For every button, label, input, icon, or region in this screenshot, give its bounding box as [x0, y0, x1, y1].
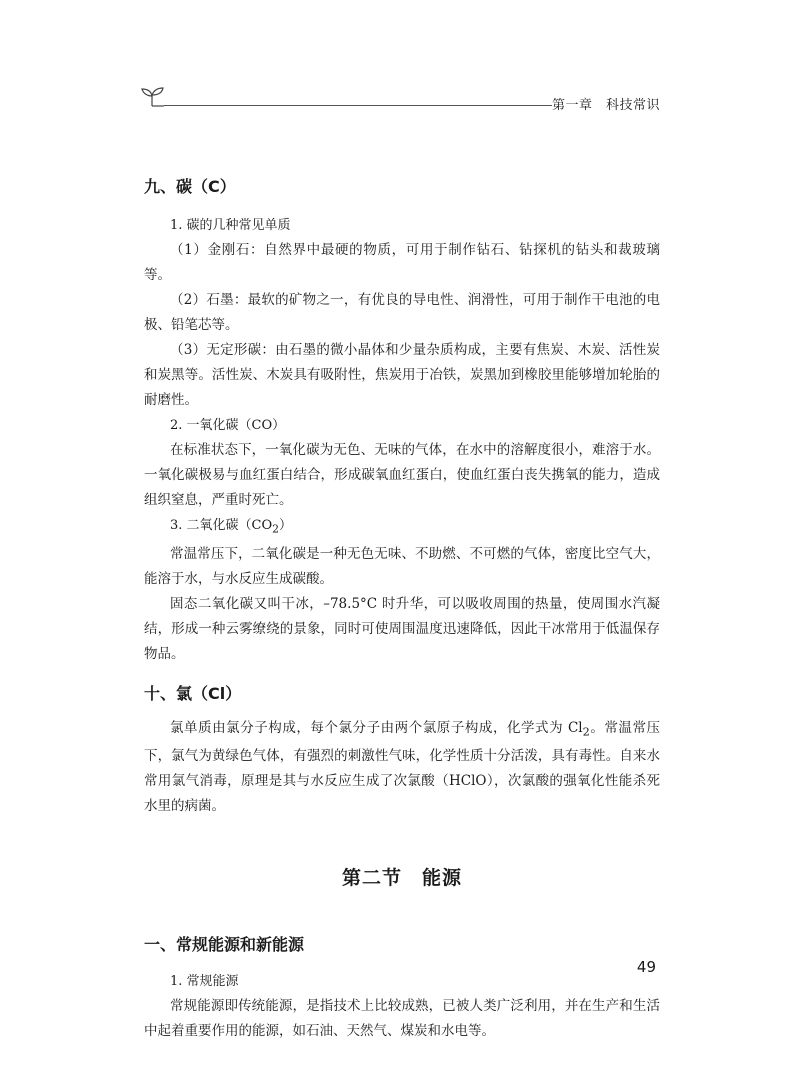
section-title-energy: 第二节 能源 — [341, 867, 462, 890]
co2-suffix: ） — [279, 518, 293, 533]
paragraph-graphite: （2）石墨：最软的矿物之一，有优良的导电性、润滑性，可用于制作干电池的电极、铅笔芯等。 — [144, 292, 660, 333]
header-rule — [164, 105, 552, 106]
paragraph-chlorine — [144, 716, 660, 820]
chlorine-text-a: 氯单质由氯分子构成，每个氯分子由两个氯原子构成，化学式为 Cl — [170, 719, 583, 736]
paragraph-co: 在标准状态下，一氧化碳为无色、无味的气体，在水中的溶解度很小，难溶于水。一氧化碳极易与血红蛋白结合，形成碳氧血红蛋白，使血红蛋白丧失携氧的能力，造成组织窒息，严重时死亡。 — [144, 442, 660, 508]
subheading-co: 2. 一氧化碳（CO） — [170, 418, 286, 433]
paragraph-amorphous-carbon: （3）无定形碳：由石墨的微小晶体和少量杂质构成，主要有焦炭、木炭、活性炭和炭黑等。活性炭、木炭具有吸附性，焦炭用于冶铁，炭黑加到橡胶里能够增加轮胎的耐磨性。 — [144, 342, 660, 408]
co2-prefix: 3. 二氧化碳（CO — [170, 518, 273, 533]
page-number: 49 — [636, 958, 656, 976]
paragraph-diamond: （1）金刚石：自然界中最硬的物质，可用于制作钻石、钻探机的钻头和裁玻璃等。 — [144, 242, 660, 283]
chlorine-text-b: 。常温常压下，氯气为黄绿色气体，有强烈的刺激性气味，化学性质十分活泼，具有毒性。自来水常用氯气消毒，原理是其与水反应生成了次氯酸（HClO），次氯酸的强氧化性能杀死水里的病菌。 — [144, 719, 661, 815]
page-body — [144, 174, 660, 1044]
paragraph-co2-properties: 常温常压下，二氧化碳是一种无色无味、不助燃、不可燃的气体，密度比空气大，能溶于水，与水反应生成碳酸。 — [144, 545, 660, 587]
paragraph-dry-ice: 固态二氧化碳又叫干冰，–78.5°C 时升华，可以吸收周围的热量，使周围水汽凝结，形成一种云雾缭绕的景象，同时可使周围温度迅速降低，因此干冰常用于低温保存物品。 — [144, 595, 660, 662]
chapter-title: 第一章 科技常识 — [551, 98, 660, 113]
paragraph-conventional-energy: 常规能源即传统能源，是指技术上比较成熟，已被人类广泛利用，并在生产和生活中起着重要作用的能源，如石油、天然气、煤炭和水电等。 — [144, 998, 660, 1040]
sprout-icon — [140, 86, 166, 108]
section-title-chlorine: 十、氯（Cl） — [144, 683, 242, 703]
running-header — [140, 86, 660, 116]
subheading-co2 — [144, 513, 660, 542]
section-title-carbon: 九、碳（C） — [144, 177, 236, 196]
cl2-subscript: 2 — [582, 725, 590, 739]
subsection-title-energy-types: 一、常规能源和新能源 — [144, 935, 305, 955]
subheading-carbon-allotropes: 1. 碳的几种常见单质 — [170, 218, 291, 233]
co2-subscript: 2 — [272, 522, 280, 536]
subheading-conventional-energy: 1. 常规能源 — [170, 974, 239, 990]
